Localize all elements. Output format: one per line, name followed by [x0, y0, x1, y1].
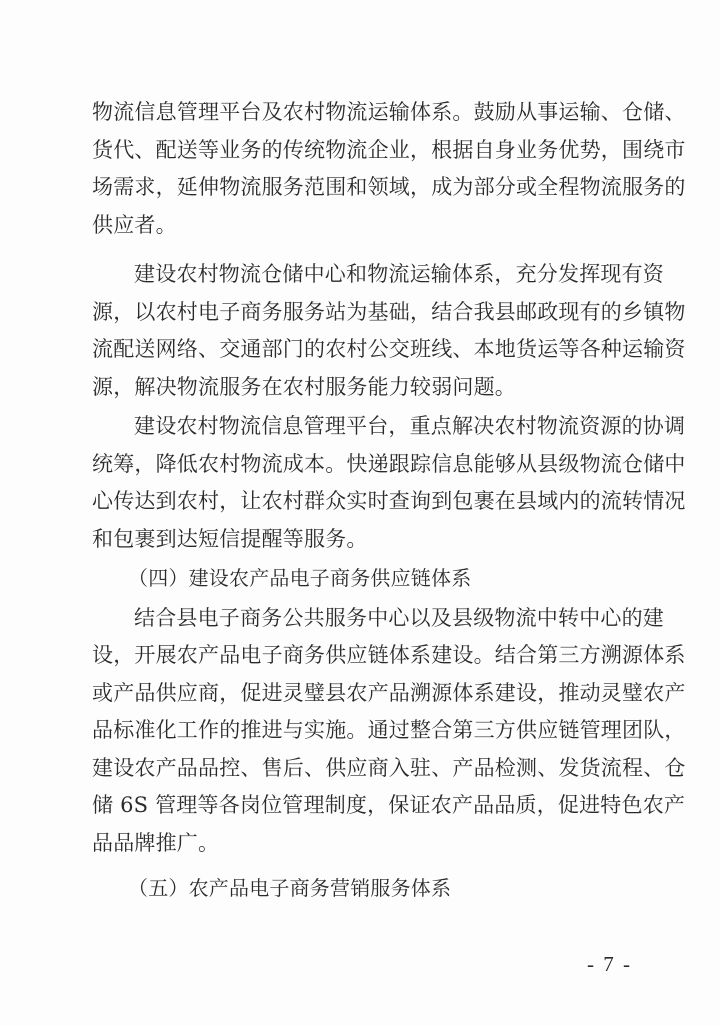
text-line: 源，以农村电子商务服务站为基础，结合我县邮政现有的乡镇物	[92, 299, 686, 324]
text-line: 和包裹到达短信提醒等服务。	[92, 526, 368, 551]
text-line: 供应者。	[92, 212, 177, 237]
section-heading: （四）建设农产品电子商务供应链体系	[128, 566, 472, 590]
text-line: 建设农产品品控、售后、供应商入驻、产品检测、发货流程、仓	[92, 755, 686, 780]
text-line: 心传达到农村，让农村群众实时查询到包裹在县域内的流转情况	[92, 489, 686, 513]
text-line: 流配送网络、交通部门的农村公交班线、本地货运等各种运输资	[92, 337, 686, 361]
text-line: 品标准化工作的推进与实施。通过整合第三方供应链管理团队，	[92, 718, 686, 742]
paragraph	[92, 408, 686, 558]
text-line: 统筹，降低农村物流成本。快递跟踪信息能够从县级物流仓储中	[92, 451, 686, 476]
text-line: 或产品供应商，促进灵璧县农产品溯源体系建设，推动灵璧农产	[92, 680, 686, 705]
text-line: 物流信息管理平台及农村物流运输体系。鼓励从事运输、仓储、	[92, 100, 686, 124]
section-heading: （五）农产品电子商务营销服务体系	[128, 876, 452, 900]
text-line: 储 6S 管理等各岗位管理制度，保证农产品品质，促进特色农产	[92, 793, 686, 817]
text-line: 源，解决物流服务在农村服务能力较弱问题。	[92, 374, 516, 399]
document-body	[92, 94, 686, 908]
text-line: 货代、配送等业务的传统物流企业，根据自身业务优势，围绕市	[92, 137, 686, 162]
page-number: - 7 -	[587, 952, 632, 976]
paragraph	[92, 94, 686, 244]
text-line: 建设农村物流信息管理平台，重点解决农村物流资源的协调	[134, 414, 686, 438]
text-line: 设，开展农产品电子商务供应链体系建设。结合第三方溯源体系	[92, 643, 686, 667]
text-line: 场需求，延伸物流服务范围和领域，成为部分或全程物流服务的	[92, 175, 686, 199]
paragraph	[92, 600, 686, 863]
text-line: 品品牌推广。	[92, 830, 220, 855]
text-line: 结合县电子商务公共服务中心以及县级物流中转中心的建	[134, 605, 664, 630]
text-line: 建设农村物流仓储中心和物流运输体系，充分发挥现有资	[134, 262, 664, 286]
paragraph	[92, 256, 686, 406]
